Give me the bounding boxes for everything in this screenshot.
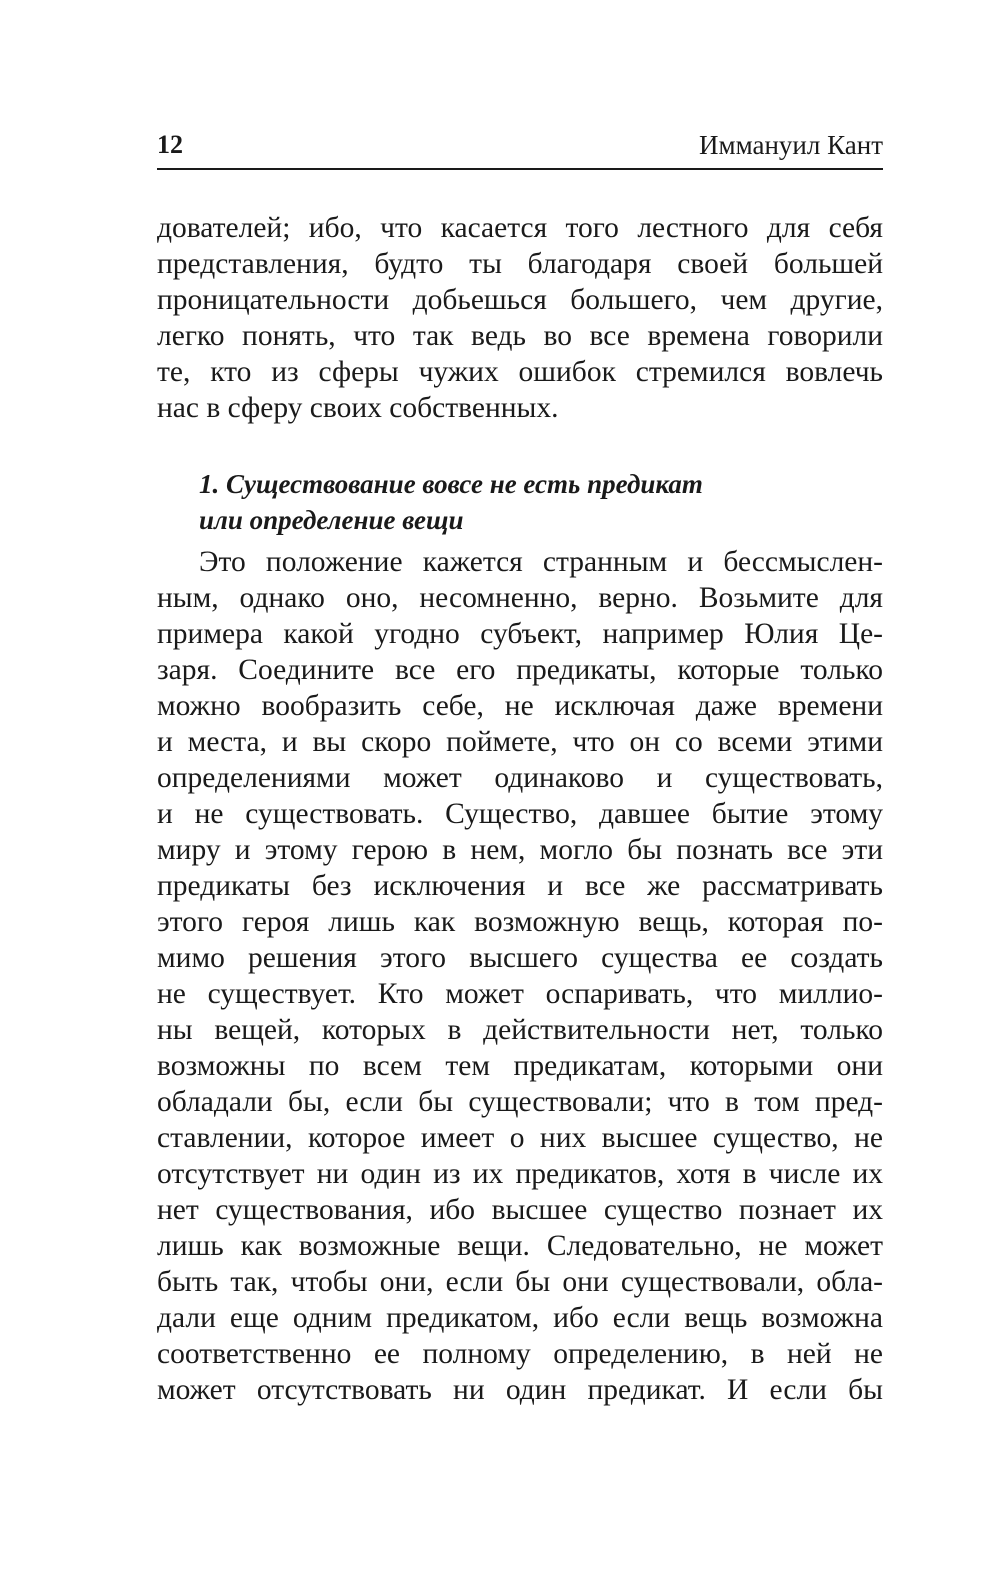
text-line: проницательности добьешься большего, чем другие,	[157, 284, 883, 316]
text-line: легко понять, что так ведь во все времена говорили	[157, 320, 883, 352]
text-line: быть так, чтобы они, если бы они существовали, обла-	[157, 1266, 883, 1298]
text-line: и не существовать. Существо, давшее бытие этому	[157, 798, 883, 830]
section-heading-line: или определение вещи	[199, 505, 464, 535]
text-line: отсутствует ни один из их предикатов, хотя в числе их	[157, 1158, 883, 1190]
text-line: возможны по всем тем предикатам, которыми они	[157, 1050, 883, 1082]
text-line: определениями может одинаково и существовать,	[157, 762, 883, 794]
text-line: ставлении, которое имеет о них высшее существо, не	[157, 1122, 883, 1154]
paragraph-2	[157, 544, 883, 1408]
text-line: Это положение кажется странным и бессмыслен-	[199, 546, 883, 578]
body-text	[157, 210, 883, 1408]
text-line: примера какой угодно субъект, например Юлия Це-	[157, 618, 883, 650]
text-line: те, кто из сферы чужих ошибок стремился вовлечь	[157, 356, 883, 388]
text-line: нет существования, ибо высшее существо познает их	[157, 1194, 883, 1226]
text-line: можно вообразить себе, не исключая даже времени	[157, 690, 883, 722]
text-line: обладали бы, если бы существовали; что в том пред-	[157, 1086, 883, 1118]
text-line: дали еще одним предикатом, ибо если вещь возможна	[157, 1302, 883, 1334]
running-head: Иммануил Кант	[699, 130, 883, 160]
text-line: миру и этому герою в нем, могло бы познать все эти	[157, 834, 883, 866]
section-heading-line: 1. Существование вовсе не есть предикат	[199, 469, 703, 499]
text-line: представления, будто ты благодаря своей большей	[157, 248, 883, 280]
text-line: ны вещей, которых в действительности нет, только	[157, 1014, 883, 1046]
text-line: дователей; ибо, что касается того лестного для себя	[157, 212, 883, 244]
page-number: 12	[157, 130, 183, 159]
text-line: не существует. Кто может оспаривать, что миллио-	[157, 978, 883, 1010]
book-page	[157, 0, 883, 1583]
section-heading	[157, 466, 883, 538]
text-line: и места, и вы скоро поймете, что он со всеми этими	[157, 726, 883, 758]
text-line: этого героя лишь как возможную вещь, которая по-	[157, 906, 883, 938]
text-line: заря. Соедините все его предикаты, которые только	[157, 654, 883, 686]
text-line: лишь как возможные вещи. Следовательно, не может	[157, 1230, 883, 1262]
text-line: нас в сферу своих собственных.	[157, 392, 559, 424]
text-line: мимо решения этого высшего существа ее создать	[157, 942, 883, 974]
text-line: может отсутствовать ни один предикат. И если бы	[157, 1374, 883, 1406]
paragraph-1	[157, 210, 883, 426]
text-line: соответственно ее полному определению, в ней не	[157, 1338, 883, 1370]
page-header	[157, 124, 883, 170]
text-line: ным, однако оно, несомненно, верно. Возьмите для	[157, 582, 883, 614]
text-line: предикаты без исключения и все же рассматривать	[157, 870, 883, 902]
